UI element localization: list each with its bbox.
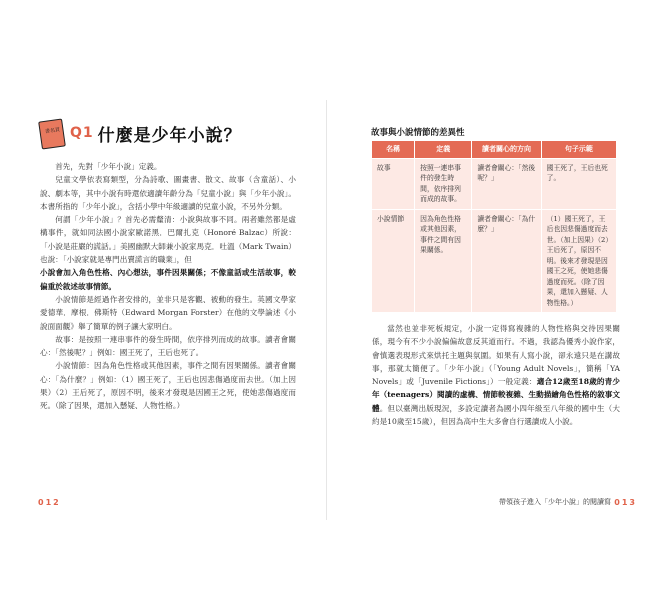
table-title: 故事與小說情節的差異性 xyxy=(371,128,465,138)
right-page-number: 013 xyxy=(614,498,637,507)
left-page-number: 012 xyxy=(38,498,61,507)
header-name: 名稱 xyxy=(372,141,415,159)
cell-example: （1）國王死了，王后也因悲傷過度而去世。（加上因果）（2）王后死了，原因不明。後來才發現是因國王之死，使她悲傷過度而死。（除了因果，還加入懸疑、人物性格。） xyxy=(541,209,616,313)
comparison-table xyxy=(371,140,617,313)
table-header-row xyxy=(372,141,617,159)
right-body-text xyxy=(372,322,620,428)
cell-name: 故事 xyxy=(372,158,415,209)
book-icon: 書名頁 xyxy=(38,118,64,148)
paragraph: 故事：是按照一連串事件的發生時間，依序排列而成的故事。讀者會關心：「然後呢？」例如：國王死了，王后也死了。 xyxy=(40,334,296,358)
cell-example: 國王死了，王后也死了。 xyxy=(541,158,616,209)
running-footer: 帶領孩子進入「少年小說」的閱讀寫 xyxy=(499,498,611,506)
bold-definition: 適合12歲至18歲的青少年（teenagers）閱讀的虛構、情節較複雜、生動描繪角色性格的敘事文體 xyxy=(372,377,620,413)
paragraph: 小說情節是經過作者安排的，並非只是客觀、被動的發生。英國文學家愛德華．摩根．佛斯特（Edward Morgan Forster）在他的文學論述《小說面面觀》舉了簡單的例子讓大家明白。 xyxy=(40,294,296,331)
table-row xyxy=(372,158,617,209)
header-definition: 定義 xyxy=(415,141,472,159)
header-example: 句子示範 xyxy=(541,141,616,159)
cell-reader-focus: 讀者會關心：「為什麼？」 xyxy=(472,209,541,313)
paragraph: 何謂「少年小說」？首先必需釐清：小說與故事不同。兩者雖然都是虛構事件，就如同法國小說家歐諾黑．巴爾扎克（Honoré Balzac）所說：「小說是莊嚴的謊話。」美國幽默大師兼小說家馬克．吐溫（Mark Twain）也說：「小說家就是專門出賣謊言的職業」，但 xyxy=(40,215,296,265)
paragraph: 當然也並非死板規定，小說一定得寫複雜的人物性格與交待因果關係，現今有不少小說偏偏故意反其道而行。不過，我認為優秀小說作家，會慎選表現形式來烘托主題與氛圍。如果有人寫小說，卻永遠只是在講故事，那就太簡便了。「少年小說」（「Young Adult Novels」，簡稱「YA Novels」或「Juvenile Fictions」）一般定義：適合12歲至18歲的青少年（teenagers）閱讀的虛構、情節較複雜、生動描繪角色性格的敘事文體。但以臺灣出版現況，多設定讀者為國小四年級至八年級的國中生（大約是10歲至15歲），但因為高中生大多會自行選讀成人小說。 xyxy=(372,324,621,427)
cell-name: 小說情節 xyxy=(372,209,415,313)
left-page xyxy=(0,0,327,609)
cell-reader-focus: 讀者會關心：「然後呢？」 xyxy=(472,158,541,209)
question-title: 什麼是少年小說？ xyxy=(97,125,242,146)
gutter-divider xyxy=(326,100,327,520)
question-heading xyxy=(38,118,242,148)
question-number: Q1 xyxy=(70,125,94,141)
left-body-text xyxy=(40,160,296,413)
paragraph: 首先，先對「少年小說」定義。 xyxy=(55,162,162,171)
header-reader-focus: 讀者關心的方向 xyxy=(472,141,541,159)
bold-lead: 小說會加入角色性格、內心想法，事件因果關係；不像童話或生活故事，較偏重於敘述故事情節。 xyxy=(40,268,296,291)
table-row xyxy=(372,209,617,313)
paragraph: 小說情節：因為角色性格或其他因素，事件之間有因果關係。讀者會關心：「為什麼？」例如：（1）國王死了，王后也因悲傷過度而去世。（加上因果）（2）王后死了，原因不明，後來才發現是因國王之死，使她悲傷過度而死。（除了因果，還加入懸疑、人物性格。） xyxy=(40,361,296,411)
paragraph: 兒童文學依表寫類型，分為詩歌、圖畫書、散文、故事（含童話）、小說、劇本等，其中小說有時還依適讀年齡分為「兒童小說」與「少年小說」。本書所指的「少年小說」，含括小學中年級適讀的兒童小說，不另外分類。 xyxy=(40,175,296,211)
cell-definition: 按照一連串事件的發生時間，依序排列而成的故事。 xyxy=(415,158,472,209)
right-page xyxy=(328,0,655,609)
cell-definition: 因為角色性格或其他因素，事件之間有因果關係。 xyxy=(415,209,472,313)
